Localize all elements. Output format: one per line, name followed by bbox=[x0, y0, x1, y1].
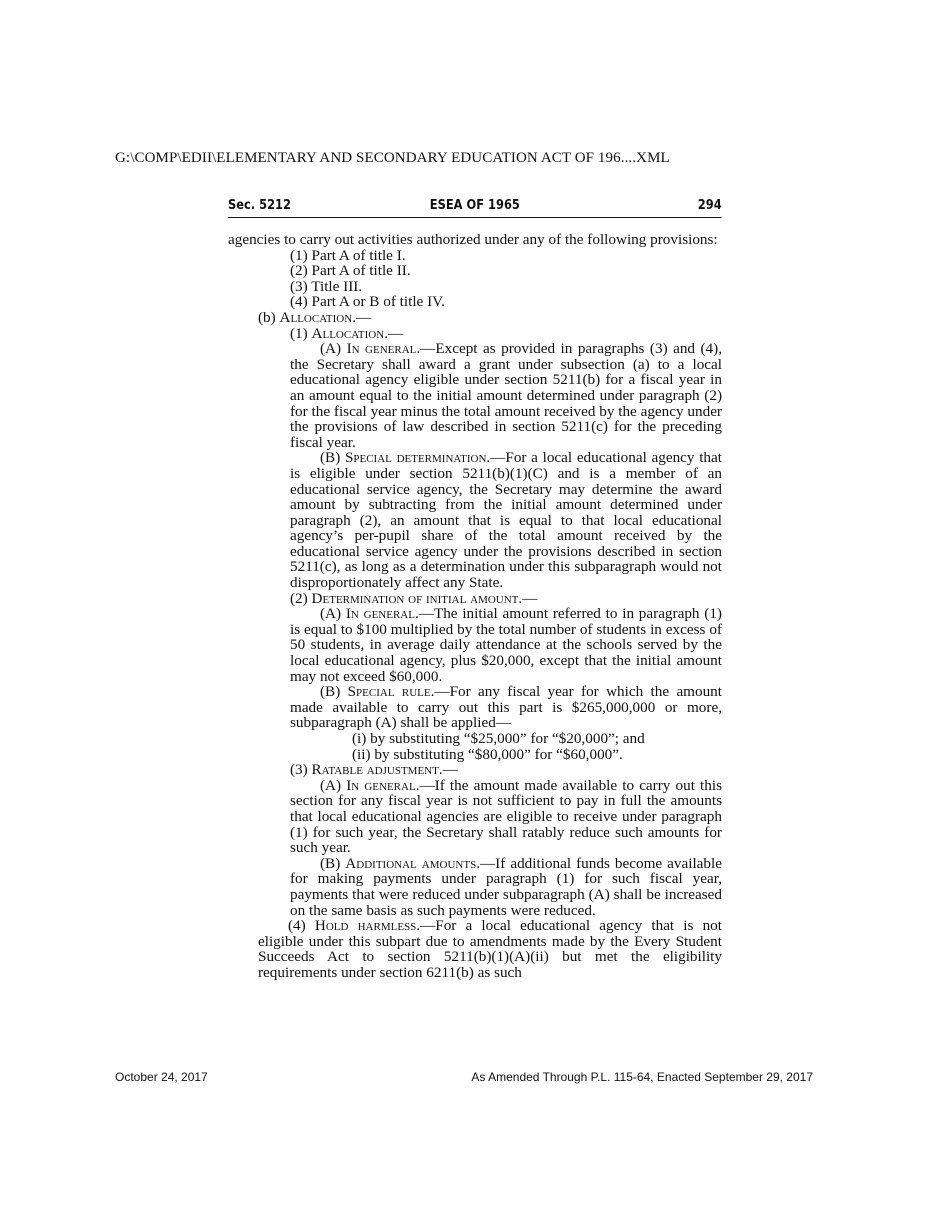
footer-date: October 24, 2017 bbox=[115, 1070, 208, 1084]
subparagraph-1B: (B) Special determination.—For a local educational agency that is eligible under section 5211(b)(1)(C) and is a member of an educational service agency, the Secretary may determine the award amount by subtracting from the initial amount determined under paragraph (2), an amount that is equal to that local educational agency’s per-pupil share of the total amount received by the educational service agency under the provisions described in section 5211(c), as long as a determination under this subparagraph would not disproportionately affect any State. bbox=[290, 449, 722, 592]
subsection-b-heading: (b) Allocation.— bbox=[258, 308, 372, 326]
subparagraph-2B: (B) Special rule.—For any fiscal year for which the amount made available to carry out this part is $265,000,000 or more, subparagraph (A) shall be applied— bbox=[290, 683, 722, 732]
subparagraph-3B: (B) Additional amounts.—If additional funds become available for making payments under paragraph (1) for such fiscal year, payments that were reduced under subparagraph (A) shall be increased on the same basis as such payments were reduced. bbox=[290, 854, 722, 919]
subparagraph-1A: (A) In general.—Except as provided in paragraphs (3) and (4), the Secretary shall award a grant under subsection (a) to a local educational agency eligible under section 5211(b) for a fiscal year in an amount equal to the initial amount determined under paragraph (2) for the fiscal year minus the total amount received by the agency under the provisions of law described in section 5211(c) for the preceding fiscal year. bbox=[290, 340, 722, 451]
intro-paragraph: agencies to carry out activities authorized under any of the following provisions: bbox=[228, 231, 718, 248]
list-item: (4) Part A or B of title IV. bbox=[290, 293, 445, 311]
page-number: 294 bbox=[697, 198, 722, 213]
file-path: G:\COMP\EDII\ELEMENTARY AND SECONDARY EDUCATION ACT OF 196....XML bbox=[115, 150, 670, 166]
paragraph-2-heading: (2) Determination of initial amount.— bbox=[290, 589, 538, 607]
paragraph-3-heading: (3) Ratable adjustment.— bbox=[290, 761, 458, 779]
paragraph-1-heading: (1) Allocation.— bbox=[290, 324, 404, 342]
statute-text bbox=[228, 232, 722, 981]
section-number: Sec. 5212 bbox=[228, 198, 291, 213]
list-item: (3) Title III. bbox=[290, 277, 363, 295]
clause-ii: (ii) by substituting “$80,000” for “$60,000”. bbox=[352, 745, 623, 763]
clause-i: (i) by substituting “$25,000” for “$20,000”; and bbox=[352, 730, 645, 747]
paragraph-4: (4) Hold harmless.—For a local educational agency that is not eligible under this subpart due to amendments made by the Every Student Succeeds Act to section 5211(b)(1)(A)(ii) but met the eligibility requirements under section 6211(b) as such bbox=[258, 917, 722, 981]
subparagraph-3A: (A) In general.—If the amount made available to carry out this section for any fiscal year is not sufficient to pay in full the amounts that local educational agencies are eligible to receive under paragraph (1) for such year, the Secretary shall ratably reduce such amounts for such year. bbox=[290, 776, 722, 857]
footer-amended: As Amended Through P.L. 115-64, Enacted September 29, 2017 bbox=[471, 1070, 813, 1084]
list-item: (1) Part A of title I. bbox=[290, 246, 406, 264]
running-header bbox=[228, 197, 722, 218]
subparagraph-2A: (A) In general.—The initial amount referred to in paragraph (1) is equal to $100 multiplied by the total number of students in excess of 50 students, in average daily attendance at the schools served by the local educational agency, plus $20,000, except that the initial amount may not exceed $60,000. bbox=[290, 605, 722, 685]
list-item: (2) Part A of title II. bbox=[290, 262, 411, 280]
document-title: ESEA OF 1965 bbox=[429, 198, 520, 213]
